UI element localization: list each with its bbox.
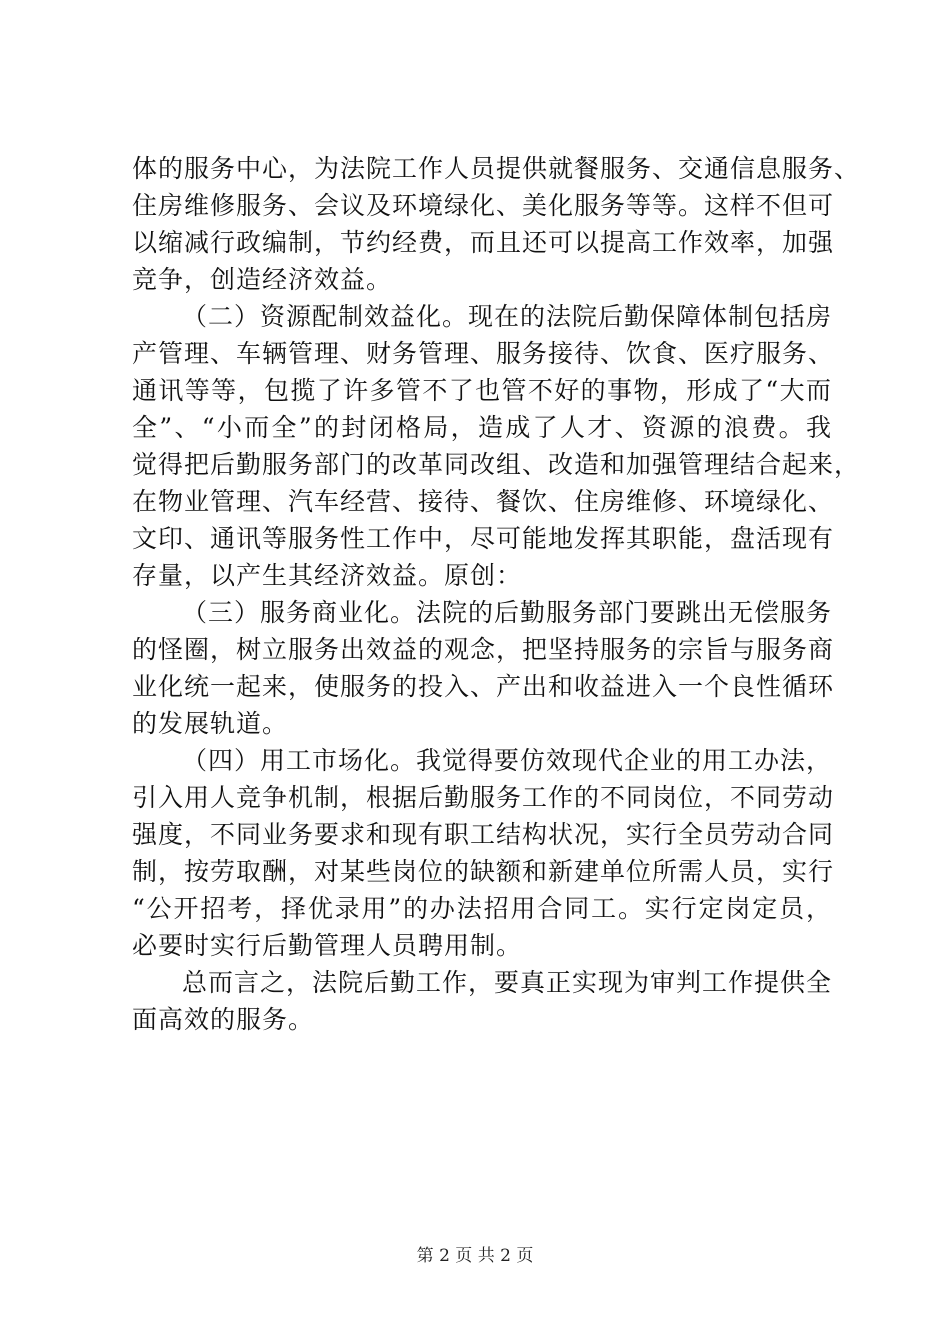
- text-line: 在物业管理、汽车经营、接待、餐饮、住房维修、环境绿化、: [132, 487, 835, 516]
- text-line: 的发展轨道。: [132, 709, 289, 738]
- text-line: 存量，以产生其经济效益。原创：: [132, 561, 523, 590]
- paragraph-heading-line: （四）用工市场化。我觉得要仿效现代企业的用工办法，: [182, 746, 833, 775]
- text-line: 文印、通讯等服务性工作中，尽可能地发挥其职能，盘活现有: [132, 524, 835, 553]
- page-footer: [0, 1244, 950, 1268]
- text-line: 必要时实行后勤管理人员聘用制。: [132, 931, 523, 960]
- text-line: “公开招考，择优录用”的办法招用合同工。实行定岗定员，: [132, 894, 832, 923]
- paragraph-heading-line: （二）资源配制效益化。现在的法院后勤保障体制包括房: [182, 302, 833, 331]
- text-line: 全”、“小而全”的封闭格局，造成了人才、资源的浪费。我: [132, 413, 832, 442]
- text-line: 竞争，创造经济效益。: [132, 265, 393, 294]
- text-line: 住房维修服务、会议及环境绿化、美化服务等等。这样不但可: [132, 191, 835, 220]
- text-line: 的怪圈，树立服务出效益的观念，把坚持服务的宗旨与服务商: [132, 635, 835, 664]
- paragraph-heading-line: （三）服务商业化。法院的后勤服务部门要跳出无偿服务: [182, 598, 833, 627]
- text-line: 体的服务中心，为法院工作人员提供就餐服务、交通信息服务、: [132, 154, 861, 183]
- document-body: [132, 150, 861, 1038]
- text-line: 产管理、车辆管理、财务管理、服务接待、饮食、医疗服务、: [132, 339, 835, 368]
- text-line: 以缩减行政编制，节约经费，而且还可以提高工作效率，加强: [132, 228, 835, 257]
- text-line: 业化统一起来，使服务的投入、产出和收益进入一个良性循环: [132, 672, 835, 701]
- text-line: 觉得把后勤服务部门的改革同改组、改造和加强管理结合起来，: [132, 450, 861, 479]
- text-line: 通讯等等，包揽了许多管不了也管不好的事物，形成了“大而: [132, 376, 832, 405]
- text-line: 面高效的服务。: [132, 1005, 315, 1034]
- text-line: 制，按劳取酬，对某些岗位的缺额和新建单位所需人员，实行: [132, 857, 835, 886]
- page-number-label: 第 2 页 共 2 页: [416, 1246, 534, 1266]
- paragraph-heading-line: 总而言之，法院后勤工作，要真正实现为审判工作提供全: [182, 968, 833, 997]
- text-line: 引入用人竞争机制，根据后勤服务工作的不同岗位，不同劳动: [132, 783, 835, 812]
- text-line: 强度，不同业务要求和现有职工结构状况，实行全员劳动合同: [132, 820, 835, 849]
